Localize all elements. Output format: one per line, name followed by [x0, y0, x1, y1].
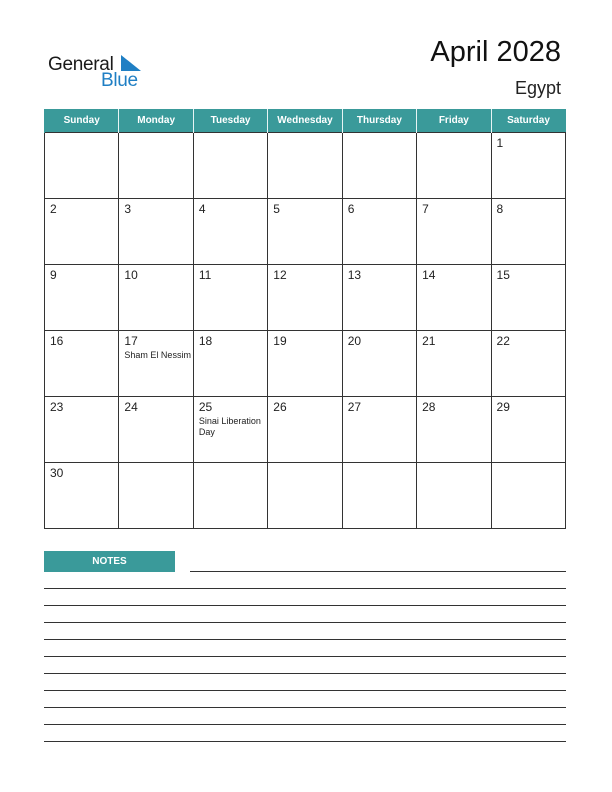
calendar-week-row [45, 198, 566, 264]
day-number: 27 [347, 399, 362, 414]
note-line [44, 639, 566, 640]
weekday-saturday: Saturday [491, 109, 565, 132]
calendar-day-cell [268, 264, 342, 330]
day-number: 29 [496, 399, 510, 414]
calendar-grid [44, 109, 566, 529]
day-number: 26 [273, 399, 287, 414]
weekday-thursday: Thursday [342, 109, 416, 132]
day-number: 12 [273, 267, 287, 282]
calendar-day-cell [417, 198, 491, 264]
calendar-day-cell [342, 462, 416, 528]
calendar-day-cell [45, 132, 119, 198]
day-number: 19 [273, 333, 287, 348]
holiday-label: Sinai Liberation Day [198, 415, 261, 437]
note-line [44, 605, 566, 606]
weekday-tuesday: Tuesday [193, 109, 267, 132]
calendar-week-row [45, 462, 566, 528]
calendar-day-cell [45, 330, 119, 396]
weekday-sunday: Sunday [45, 109, 119, 132]
calendar-day-cell [268, 198, 342, 264]
day-number: 23 [50, 399, 64, 414]
calendar-day-cell [491, 330, 565, 396]
calendar-day-cell [119, 198, 193, 264]
holiday-label: Sham El Nessim [124, 349, 191, 360]
calendar-day-cell [491, 264, 565, 330]
calendar-day-cell [268, 132, 342, 198]
calendar-day-cell [193, 264, 267, 330]
day-number: 2 [50, 201, 57, 216]
note-line [44, 741, 566, 742]
logo [48, 52, 158, 92]
calendar-day-cell [417, 462, 491, 528]
logo-triangle-icon [121, 55, 141, 71]
calendar-day-cell [119, 132, 193, 198]
day-number: 14 [422, 267, 436, 282]
note-line [44, 656, 566, 657]
calendar-day-cell [193, 198, 267, 264]
calendar-day-cell [268, 330, 342, 396]
calendar-week-row [45, 330, 566, 396]
note-line [44, 622, 566, 623]
calendar-day-cell [417, 396, 491, 462]
calendar-day-cell [268, 462, 342, 528]
note-line [44, 588, 566, 589]
day-number: 30 [50, 465, 64, 480]
day-number: 20 [347, 333, 362, 348]
calendar-day-cell [193, 462, 267, 528]
note-line [44, 690, 566, 691]
weekday-friday: Friday [417, 109, 491, 132]
calendar-day-cell [491, 132, 565, 198]
day-number: 7 [422, 201, 429, 216]
calendar-day-cell [417, 330, 491, 396]
calendar-day-cell [45, 264, 119, 330]
day-number: 21 [422, 333, 436, 348]
day-number: 1 [496, 135, 504, 150]
day-number: 11 [198, 267, 212, 282]
note-line [44, 724, 566, 725]
weekday-wednesday: Wednesday [268, 109, 342, 132]
calendar-day-cell [491, 198, 565, 264]
day-number: 15 [496, 267, 510, 282]
day-number: 16 [50, 333, 64, 348]
calendar-day-cell [342, 132, 416, 198]
calendar-day-cell [491, 396, 565, 462]
note-line [44, 707, 566, 708]
calendar-day-cell [342, 198, 416, 264]
calendar-day-cell [417, 132, 491, 198]
note-line [44, 673, 566, 674]
calendar-day-cell [193, 330, 267, 396]
day-number: 9 [50, 267, 57, 282]
day-number: 4 [198, 201, 206, 216]
calendar-day-cell [193, 396, 267, 462]
logo-text-blue: Blue [101, 70, 138, 91]
day-number: 5 [273, 201, 280, 216]
calendar-day-cell [119, 396, 193, 462]
weekday-monday: Monday [119, 109, 193, 132]
calendar-day-cell [417, 264, 491, 330]
calendar-week-row [45, 132, 566, 198]
calendar-day-cell [342, 396, 416, 462]
day-number: 3 [124, 201, 132, 216]
country-name: Egypt [514, 78, 561, 98]
day-number: 22 [496, 333, 510, 348]
day-number: 28 [422, 399, 436, 414]
calendar-day-cell [491, 462, 565, 528]
page-title: April 2028 [430, 36, 561, 68]
day-number: 24 [124, 399, 138, 414]
day-number: 17 [124, 333, 138, 348]
day-number: 25 [198, 399, 213, 414]
calendar-day-cell [342, 264, 416, 330]
calendar-day-cell [119, 330, 193, 396]
calendar-day-cell [45, 396, 119, 462]
weekday-header-row [45, 109, 566, 132]
calendar-day-cell [268, 396, 342, 462]
day-number: 18 [198, 333, 213, 348]
calendar-day-cell [45, 462, 119, 528]
calendar-day-cell [119, 264, 193, 330]
logo-text-general: General [48, 54, 114, 75]
day-number: 13 [347, 267, 362, 282]
calendar-day-cell [45, 198, 119, 264]
notes-label: NOTES [44, 551, 175, 572]
calendar-day-cell [342, 330, 416, 396]
calendar-day-cell [193, 132, 267, 198]
calendar-week-row [45, 264, 566, 330]
day-number: 8 [496, 201, 504, 216]
day-number: 6 [347, 201, 355, 216]
day-number: 10 [124, 267, 138, 282]
calendar-week-row [45, 396, 566, 462]
note-line [190, 571, 566, 572]
calendar-day-cell [119, 462, 193, 528]
